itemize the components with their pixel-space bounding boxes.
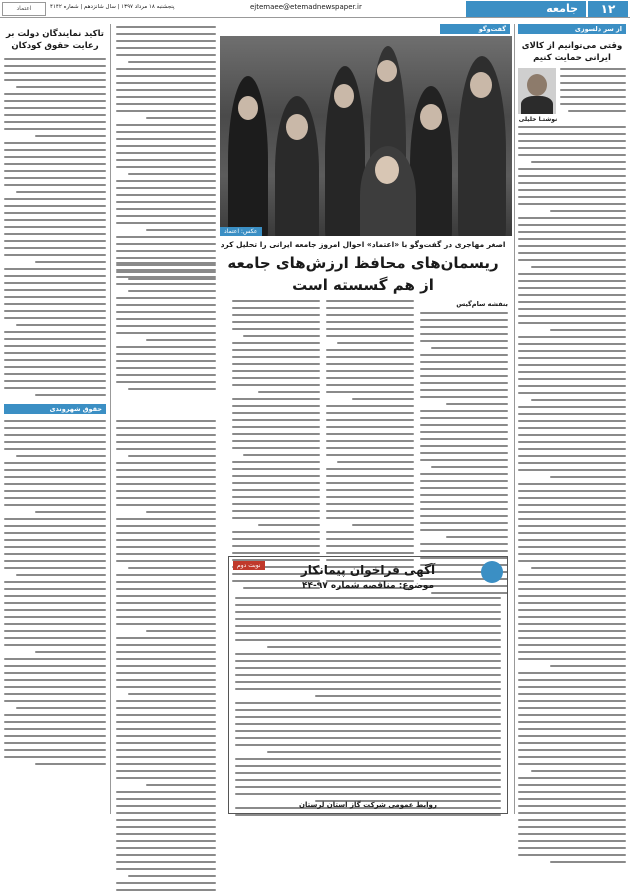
left-column (4, 24, 106, 814)
left-column-body-2 (4, 420, 106, 765)
ad-subtitle: موضوع: مناقصه شماره ۹۷-۴۴ (301, 581, 435, 591)
left-column-headline: تاکید نمایندگان دولت بر رعایت حقوق کودکان (6, 29, 104, 51)
story-body-col-4 (116, 420, 216, 891)
right-column-kicker: از سر دلسوزی (518, 24, 626, 34)
ad-footer: روابط عمومی شرکت گاز استان لرستان (299, 801, 437, 809)
teaser-block-2 (116, 262, 216, 390)
page-header (0, 0, 630, 18)
story-byline: بنفشه سام‌گیس (456, 300, 508, 308)
right-column-body (518, 126, 626, 863)
crowd-photo (220, 36, 512, 236)
author-photo (518, 68, 556, 114)
story-body-col-3 (232, 300, 320, 589)
right-column (518, 24, 626, 814)
ad-body (235, 597, 501, 816)
story-body-col-1 (420, 312, 508, 594)
left-column-kicker: حقوق شهروندی (4, 404, 106, 414)
photo-caption: عکس: اعتماد (220, 227, 262, 236)
right-column-body-top (560, 68, 626, 112)
author-name: نوشتـا خلیلی (518, 116, 558, 123)
main-story-kicker: گفت‌و‌گو (440, 24, 510, 34)
left-column-body-1 (4, 58, 106, 396)
story-body-col-2 (326, 300, 414, 589)
newspaper-logo: اعتماد (2, 2, 46, 16)
story-subtitle: اصغر مهاجری در گفت‌و‌گو با «اعتماد» احوال امروز جامعه ایرانی را تحلیل کرد (220, 240, 506, 249)
teaser-block (116, 26, 216, 280)
story-headline-1: ریسمان‌های محافظ ارزش‌های جامعه (227, 254, 499, 272)
tender-advertisement (228, 556, 508, 814)
right-column-headline: وقتی می‌توانیم از کالای ایرانی حمایت کنیم (521, 41, 623, 63)
date-line: پنجشنبه ۱۸ مرداد ۱۳۹۷ | سال شانزدهم | شماره ۴۱۴۲ (50, 4, 175, 10)
section-email[interactable]: ejtemaee@etemadnewspaper.ir (250, 3, 362, 11)
ad-badge: نوبت دوم (233, 561, 265, 570)
ad-title: آگهی فراخوان پیمانکار (300, 563, 436, 577)
story-headline-2: از هم گسسته است (292, 276, 434, 294)
section-label: جامعه (466, 1, 586, 17)
page-number: ۱۲ (588, 1, 628, 17)
